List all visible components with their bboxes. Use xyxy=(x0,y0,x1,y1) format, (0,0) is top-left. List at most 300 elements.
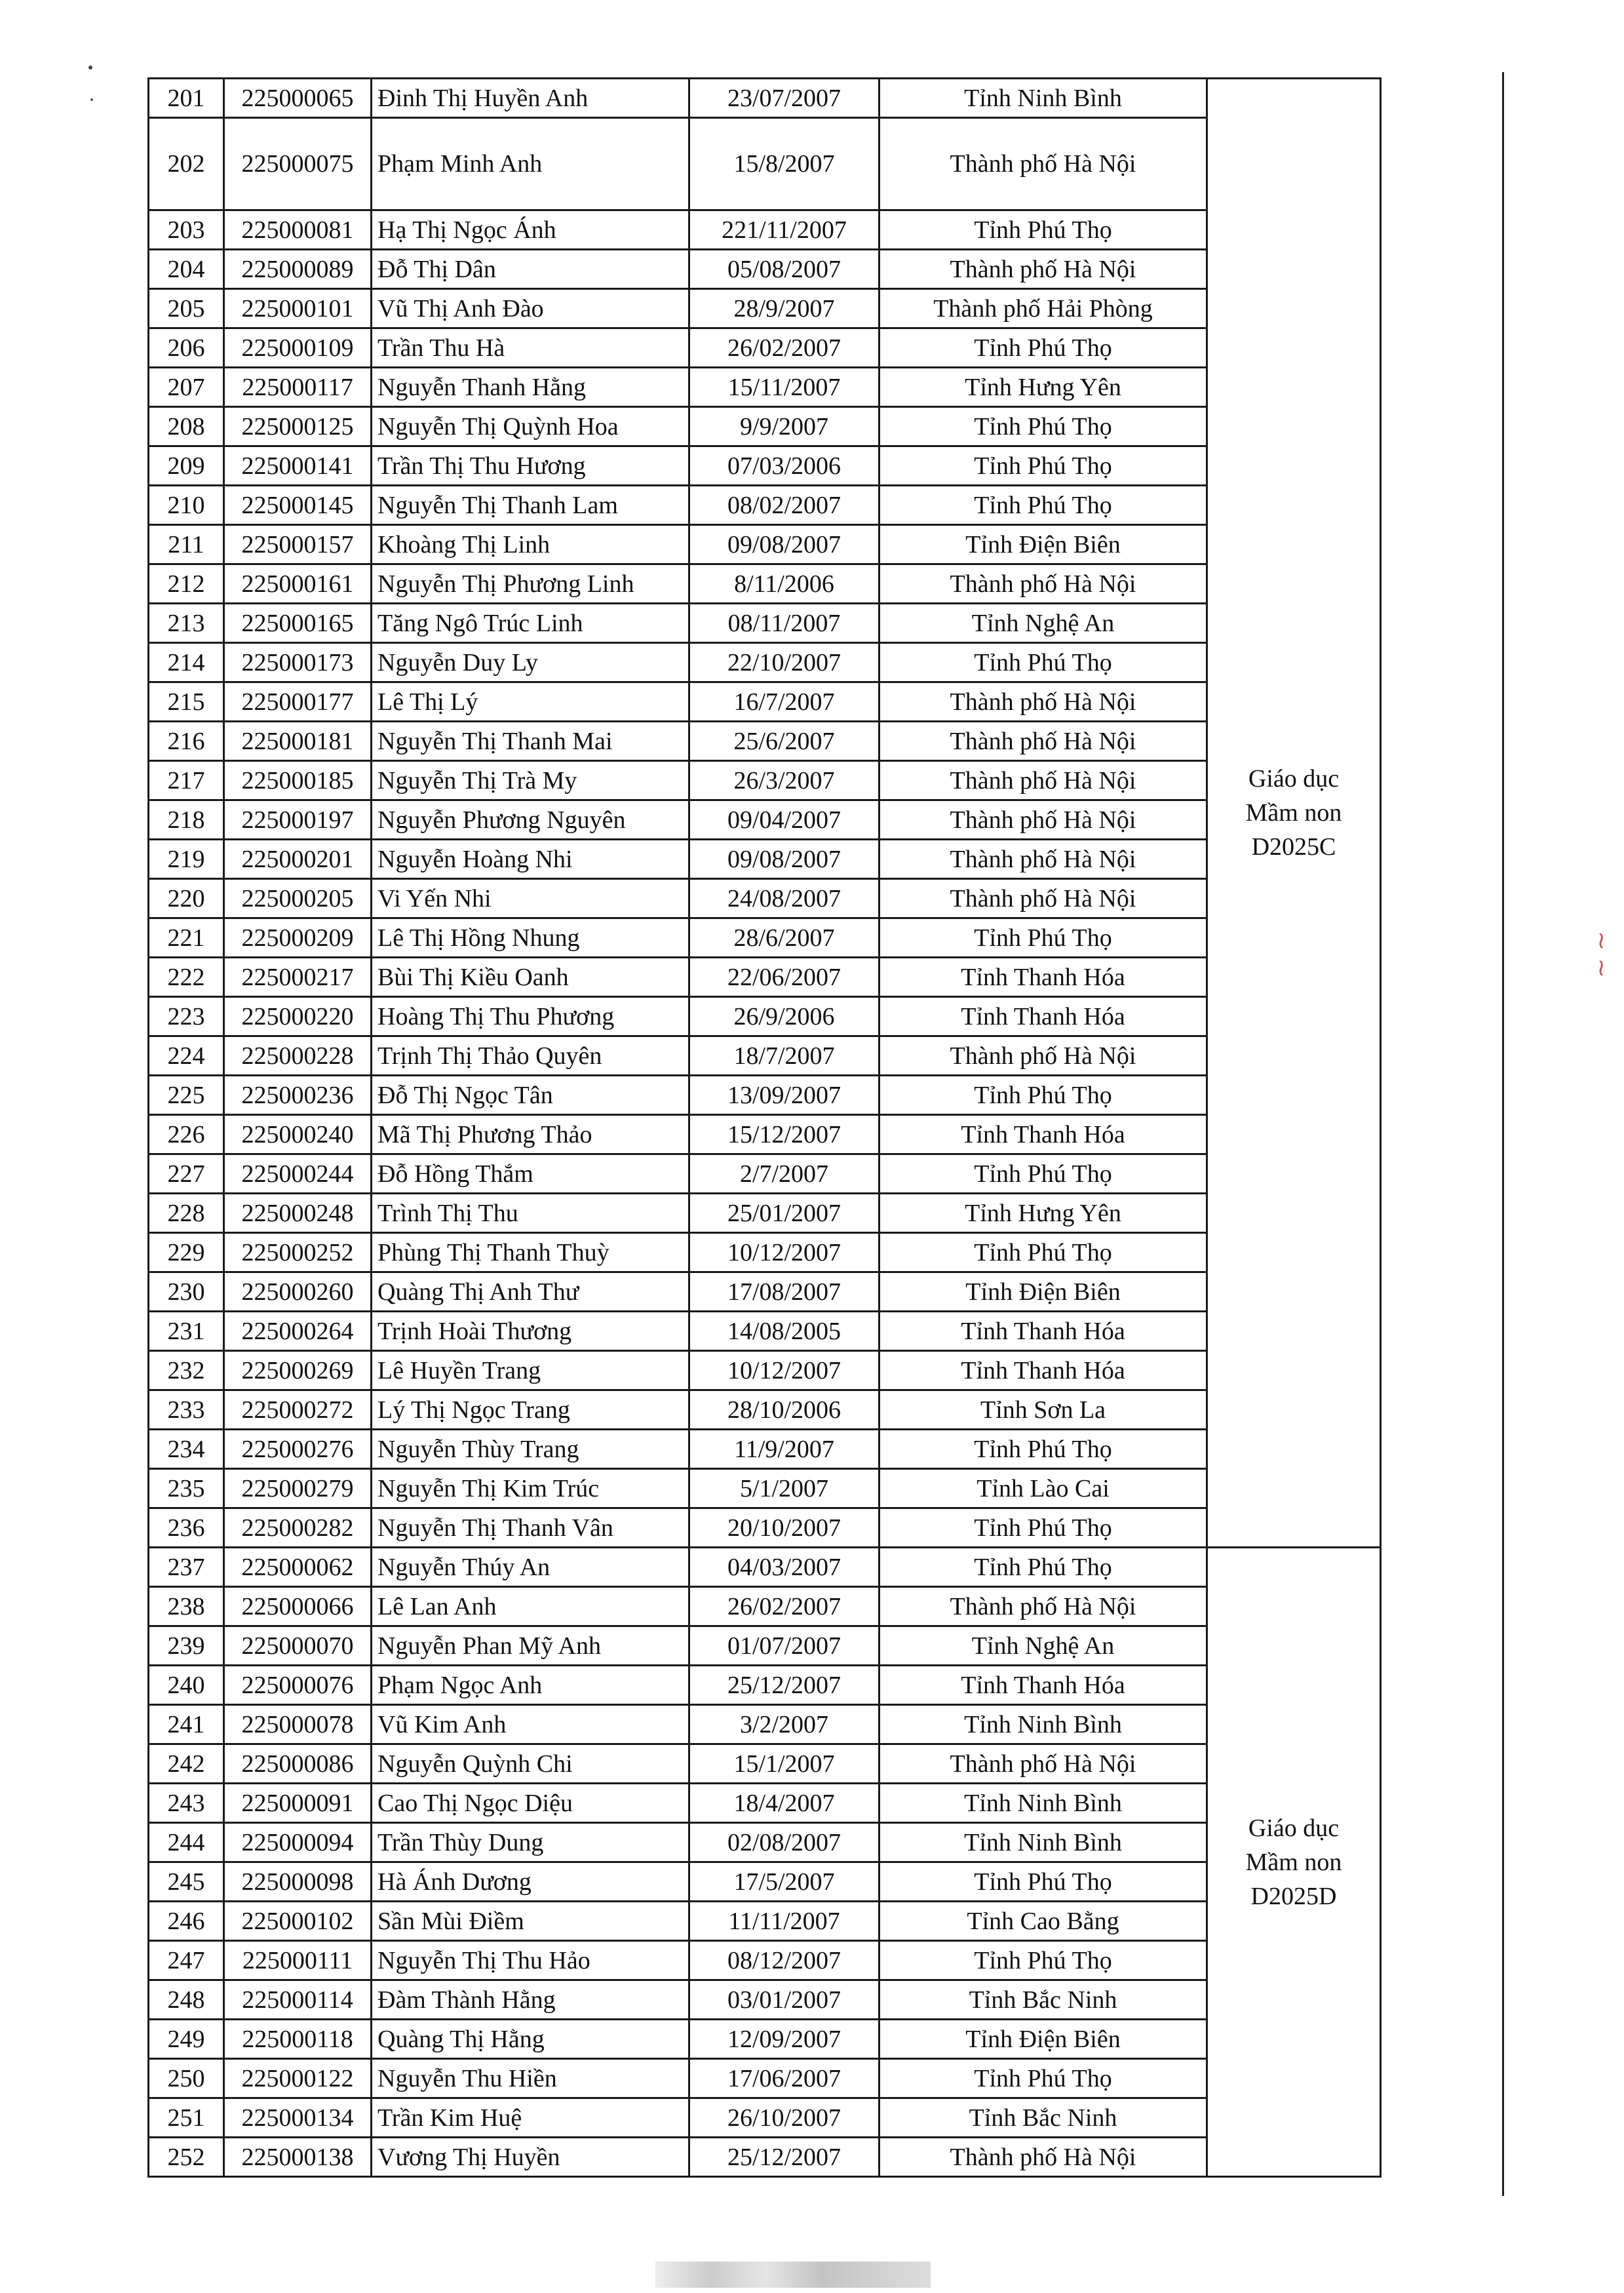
row-number: 223 xyxy=(149,997,224,1036)
birthplace: Tỉnh Phú Thọ xyxy=(880,643,1207,682)
table-row xyxy=(149,118,1381,210)
row-number: 210 xyxy=(149,486,224,525)
birthplace: Tỉnh Thanh Hóa xyxy=(880,1312,1207,1351)
birthplace: Thành phố Hà Nội xyxy=(880,564,1207,604)
student-name: Nguyễn Thị Thanh Lam xyxy=(372,486,689,525)
candidate-id: 225000066 xyxy=(224,1587,372,1626)
table-row xyxy=(149,2059,1381,2098)
class-group-label xyxy=(1207,79,1381,1548)
date-of-birth: 3/2/2007 xyxy=(689,1705,880,1744)
student-name: Trần Kim Huệ xyxy=(372,2098,689,2138)
date-of-birth: 28/6/2007 xyxy=(689,918,880,958)
table-row xyxy=(149,997,1381,1036)
birthplace: Thành phố Hà Nội xyxy=(880,1744,1207,1784)
date-of-birth: 10/12/2007 xyxy=(689,1233,880,1272)
date-of-birth: 15/8/2007 xyxy=(689,118,880,210)
table-row xyxy=(149,2020,1381,2059)
candidate-id: 225000272 xyxy=(224,1390,372,1430)
row-number: 225 xyxy=(149,1076,224,1115)
class-group-label-line: Giáo dục xyxy=(1248,1814,1340,1842)
birthplace: Tỉnh Sơn La xyxy=(880,1390,1207,1430)
table-row xyxy=(149,1430,1381,1469)
date-of-birth: 03/01/2007 xyxy=(689,1980,880,2020)
table-row xyxy=(149,564,1381,604)
candidate-id: 225000081 xyxy=(224,210,372,250)
birthplace: Thành phố Hải Phòng xyxy=(880,289,1207,328)
birthplace: Thành phố Hà Nội xyxy=(880,879,1207,918)
candidate-id: 225000062 xyxy=(224,1548,372,1587)
date-of-birth: 28/10/2006 xyxy=(689,1390,880,1430)
birthplace: Thành phố Hà Nội xyxy=(880,682,1207,722)
student-name: Trần Thu Hà xyxy=(372,328,689,368)
table-row xyxy=(149,1980,1381,2020)
table-row xyxy=(149,1469,1381,1508)
date-of-birth: 11/11/2007 xyxy=(689,1902,880,1941)
row-number: 208 xyxy=(149,407,224,446)
candidate-id: 225000201 xyxy=(224,840,372,879)
row-number: 228 xyxy=(149,1194,224,1233)
date-of-birth: 08/12/2007 xyxy=(689,1941,880,1980)
birthplace: Tỉnh Phú Thọ xyxy=(880,1076,1207,1115)
candidate-id: 225000264 xyxy=(224,1312,372,1351)
table-row xyxy=(149,2138,1381,2177)
row-number: 235 xyxy=(149,1469,224,1508)
table-row xyxy=(149,1233,1381,1272)
birthplace: Tỉnh Phú Thọ xyxy=(880,1862,1207,1902)
date-of-birth: 221/11/2007 xyxy=(689,210,880,250)
student-name: Nguyễn Thị Trà My xyxy=(372,761,689,800)
row-number: 213 xyxy=(149,604,224,643)
candidate-id: 225000145 xyxy=(224,486,372,525)
row-number: 246 xyxy=(149,1902,224,1941)
candidate-id: 225000236 xyxy=(224,1076,372,1115)
student-name: Sần Mùi Điềm xyxy=(372,1902,689,1941)
birthplace: Tỉnh Phú Thọ xyxy=(880,407,1207,446)
birthplace: Tỉnh Hưng Yên xyxy=(880,368,1207,407)
row-number: 211 xyxy=(149,525,224,564)
student-name: Nguyễn Thị Thanh Mai xyxy=(372,722,689,761)
student-name: Nguyễn Thị Quỳnh Hoa xyxy=(372,407,689,446)
row-number: 215 xyxy=(149,682,224,722)
row-number: 245 xyxy=(149,1862,224,1902)
candidate-id: 225000269 xyxy=(224,1351,372,1390)
student-name: Nguyễn Thùy Trang xyxy=(372,1430,689,1469)
row-number: 201 xyxy=(149,79,224,118)
row-number: 216 xyxy=(149,722,224,761)
birthplace: Thành phố Hà Nội xyxy=(880,2138,1207,2177)
date-of-birth: 2/7/2007 xyxy=(689,1154,880,1194)
table-row xyxy=(149,1744,1381,1784)
date-of-birth: 26/3/2007 xyxy=(689,761,880,800)
birthplace: Tỉnh Phú Thọ xyxy=(880,1548,1207,1587)
student-name: Trần Thị Thu Hương xyxy=(372,446,689,486)
date-of-birth: 08/11/2007 xyxy=(689,604,880,643)
row-number: 227 xyxy=(149,1154,224,1194)
row-number: 232 xyxy=(149,1351,224,1390)
candidate-id: 225000185 xyxy=(224,761,372,800)
row-number: 205 xyxy=(149,289,224,328)
birthplace: Tỉnh Thanh Hóa xyxy=(880,997,1207,1036)
student-name: Vũ Thị Anh Đào xyxy=(372,289,689,328)
date-of-birth: 25/6/2007 xyxy=(689,722,880,761)
birthplace: Thành phố Hà Nội xyxy=(880,722,1207,761)
table-row xyxy=(149,1823,1381,1862)
date-of-birth: 26/02/2007 xyxy=(689,328,880,368)
row-number: 241 xyxy=(149,1705,224,1744)
candidate-id: 225000240 xyxy=(224,1115,372,1154)
row-number: 204 xyxy=(149,250,224,289)
student-name: Lê Huyền Trang xyxy=(372,1351,689,1390)
birthplace: Tỉnh Phú Thọ xyxy=(880,918,1207,958)
table-row xyxy=(149,407,1381,446)
candidate-id: 225000125 xyxy=(224,407,372,446)
student-name: Tăng Ngô Trúc Linh xyxy=(372,604,689,643)
table-row xyxy=(149,1508,1381,1548)
row-number: 218 xyxy=(149,800,224,840)
student-name: Cao Thị Ngọc Diệu xyxy=(372,1784,689,1823)
student-name: Nguyễn Thị Thu Hảo xyxy=(372,1941,689,1980)
candidate-id: 225000157 xyxy=(224,525,372,564)
student-name: Nguyễn Quỳnh Chi xyxy=(372,1744,689,1784)
candidate-id: 225000078 xyxy=(224,1705,372,1744)
candidate-id: 225000282 xyxy=(224,1508,372,1548)
student-name: Nguyễn Duy Ly xyxy=(372,643,689,682)
student-name: Nguyễn Phan Mỹ Anh xyxy=(372,1626,689,1666)
row-number: 203 xyxy=(149,210,224,250)
student-name: Nguyễn Thị Kim Trúc xyxy=(372,1469,689,1508)
table-row xyxy=(149,682,1381,722)
date-of-birth: 17/5/2007 xyxy=(689,1862,880,1902)
birthplace: Thành phố Hà Nội xyxy=(880,1587,1207,1626)
birthplace: Tỉnh Thanh Hóa xyxy=(880,1115,1207,1154)
date-of-birth: 09/08/2007 xyxy=(689,840,880,879)
birthplace: Tỉnh Nghệ An xyxy=(880,1626,1207,1666)
date-of-birth: 25/12/2007 xyxy=(689,2138,880,2177)
date-of-birth: 25/01/2007 xyxy=(689,1194,880,1233)
date-of-birth: 01/07/2007 xyxy=(689,1626,880,1666)
date-of-birth: 28/9/2007 xyxy=(689,289,880,328)
row-number: 220 xyxy=(149,879,224,918)
birthplace: Tỉnh Ninh Bình xyxy=(880,79,1207,118)
candidate-id: 225000122 xyxy=(224,2059,372,2098)
candidate-id: 225000070 xyxy=(224,1626,372,1666)
table-row xyxy=(149,604,1381,643)
date-of-birth: 04/03/2007 xyxy=(689,1548,880,1587)
page-margin-line xyxy=(1502,72,1504,2196)
table-row xyxy=(149,840,1381,879)
table-row xyxy=(149,1076,1381,1115)
row-number: 248 xyxy=(149,1980,224,2020)
date-of-birth: 12/09/2007 xyxy=(689,2020,880,2059)
date-of-birth: 02/08/2007 xyxy=(689,1823,880,1862)
student-name: Hà Ánh Dương xyxy=(372,1862,689,1902)
table-row xyxy=(149,446,1381,486)
row-number: 219 xyxy=(149,840,224,879)
date-of-birth: 26/10/2007 xyxy=(689,2098,880,2138)
birthplace: Tỉnh Thanh Hóa xyxy=(880,1351,1207,1390)
table-row xyxy=(149,1902,1381,1941)
table-row xyxy=(149,1548,1381,1587)
date-of-birth: 26/02/2007 xyxy=(689,1587,880,1626)
row-number: 238 xyxy=(149,1587,224,1626)
student-name: Vương Thị Huyền xyxy=(372,2138,689,2177)
date-of-birth: 05/08/2007 xyxy=(689,250,880,289)
table-row xyxy=(149,1587,1381,1626)
date-of-birth: 22/06/2007 xyxy=(689,958,880,997)
table-row xyxy=(149,250,1381,289)
class-group-label xyxy=(1207,1548,1381,2177)
student-name: Khoàng Thị Linh xyxy=(372,525,689,564)
candidate-id: 225000118 xyxy=(224,2020,372,2059)
row-number: 234 xyxy=(149,1430,224,1469)
candidate-id: 225000205 xyxy=(224,879,372,918)
date-of-birth: 20/10/2007 xyxy=(689,1508,880,1548)
table-row xyxy=(149,879,1381,918)
row-number: 226 xyxy=(149,1115,224,1154)
candidate-id: 225000252 xyxy=(224,1233,372,1272)
candidate-id: 225000279 xyxy=(224,1469,372,1508)
candidate-id: 225000244 xyxy=(224,1154,372,1194)
birthplace: Tỉnh Thanh Hóa xyxy=(880,958,1207,997)
scan-mark xyxy=(88,66,92,69)
row-number: 251 xyxy=(149,2098,224,2138)
student-name: Phạm Minh Anh xyxy=(372,118,689,210)
table-row xyxy=(149,643,1381,682)
birthplace: Tỉnh Phú Thọ xyxy=(880,446,1207,486)
candidate-id: 225000094 xyxy=(224,1823,372,1862)
date-of-birth: 9/9/2007 xyxy=(689,407,880,446)
candidate-id: 225000260 xyxy=(224,1272,372,1312)
roster-body xyxy=(149,79,1381,2177)
scan-mark xyxy=(90,98,93,101)
candidate-id: 225000217 xyxy=(224,958,372,997)
student-name: Nguyễn Thu Hiền xyxy=(372,2059,689,2098)
red-handwritten-mark: ~ ~ xyxy=(1588,931,1615,978)
table-row xyxy=(149,1115,1381,1154)
student-name: Hoàng Thị Thu Phương xyxy=(372,997,689,1036)
table-row xyxy=(149,79,1381,118)
student-name: Phạm Ngọc Anh xyxy=(372,1666,689,1705)
date-of-birth: 17/08/2007 xyxy=(689,1272,880,1312)
candidate-id: 225000098 xyxy=(224,1862,372,1902)
table-row xyxy=(149,1312,1381,1351)
candidate-id: 225000109 xyxy=(224,328,372,368)
row-number: 224 xyxy=(149,1036,224,1076)
student-name: Lê Thị Hồng Nhung xyxy=(372,918,689,958)
birthplace: Tỉnh Bắc Ninh xyxy=(880,1980,1207,2020)
table-row xyxy=(149,918,1381,958)
candidate-id: 225000076 xyxy=(224,1666,372,1705)
birthplace: Tỉnh Ninh Bình xyxy=(880,1705,1207,1744)
student-name: Trình Thị Thu xyxy=(372,1194,689,1233)
class-group-label-line: Giáo dục xyxy=(1248,765,1340,793)
row-number: 242 xyxy=(149,1744,224,1784)
date-of-birth: 8/11/2006 xyxy=(689,564,880,604)
candidate-id: 225000161 xyxy=(224,564,372,604)
candidate-id: 225000102 xyxy=(224,1902,372,1941)
row-number: 209 xyxy=(149,446,224,486)
student-name: Nguyễn Phương Nguyên xyxy=(372,800,689,840)
birthplace: Tỉnh Nghệ An xyxy=(880,604,1207,643)
table-row xyxy=(149,1626,1381,1666)
row-number: 236 xyxy=(149,1508,224,1548)
birthplace: Tỉnh Điện Biên xyxy=(880,2020,1207,2059)
date-of-birth: 08/02/2007 xyxy=(689,486,880,525)
candidate-id: 225000111 xyxy=(224,1941,372,1980)
row-number: 212 xyxy=(149,564,224,604)
bottom-scan-smudge xyxy=(655,2262,931,2288)
student-name: Quàng Thị Hằng xyxy=(372,2020,689,2059)
date-of-birth: 18/4/2007 xyxy=(689,1784,880,1823)
date-of-birth: 07/03/2006 xyxy=(689,446,880,486)
date-of-birth: 15/1/2007 xyxy=(689,1744,880,1784)
table-row xyxy=(149,368,1381,407)
birthplace: Tỉnh Phú Thọ xyxy=(880,1941,1207,1980)
student-name: Lê Lan Anh xyxy=(372,1587,689,1626)
student-name: Nguyễn Thúy An xyxy=(372,1548,689,1587)
birthplace: Tỉnh Phú Thọ xyxy=(880,1154,1207,1194)
class-group-label-line: D2025D xyxy=(1250,1882,1337,1910)
row-number: 217 xyxy=(149,761,224,800)
row-number: 206 xyxy=(149,328,224,368)
birthplace: Tỉnh Điện Biên xyxy=(880,525,1207,564)
date-of-birth: 11/9/2007 xyxy=(689,1430,880,1469)
table-row xyxy=(149,761,1381,800)
birthplace: Thành phố Hà Nội xyxy=(880,800,1207,840)
date-of-birth: 17/06/2007 xyxy=(689,2059,880,2098)
date-of-birth: 24/08/2007 xyxy=(689,879,880,918)
date-of-birth: 25/12/2007 xyxy=(689,1666,880,1705)
birthplace: Thành phố Hà Nội xyxy=(880,1036,1207,1076)
student-name: Nguyễn Thị Phương Linh xyxy=(372,564,689,604)
row-number: 240 xyxy=(149,1666,224,1705)
table-row xyxy=(149,1272,1381,1312)
student-name: Lê Thị Lý xyxy=(372,682,689,722)
table-row xyxy=(149,1705,1381,1744)
candidate-id: 225000248 xyxy=(224,1194,372,1233)
candidate-id: 225000091 xyxy=(224,1784,372,1823)
date-of-birth: 13/09/2007 xyxy=(689,1076,880,1115)
row-number: 244 xyxy=(149,1823,224,1862)
class-group-label-line: Mầm non xyxy=(1245,1848,1342,1876)
row-number: 221 xyxy=(149,918,224,958)
row-number: 233 xyxy=(149,1390,224,1430)
student-name: Đỗ Thị Dân xyxy=(372,250,689,289)
birthplace: Tỉnh Ninh Bình xyxy=(880,1784,1207,1823)
table-row xyxy=(149,2098,1381,2138)
row-number: 239 xyxy=(149,1626,224,1666)
date-of-birth: 14/08/2005 xyxy=(689,1312,880,1351)
student-name: Phùng Thị Thanh Thuỳ xyxy=(372,1233,689,1272)
candidate-id: 225000220 xyxy=(224,997,372,1036)
date-of-birth: 22/10/2007 xyxy=(689,643,880,682)
candidate-id: 225000075 xyxy=(224,118,372,210)
row-number: 229 xyxy=(149,1233,224,1272)
table-row xyxy=(149,1154,1381,1194)
student-name: Vũ Kim Anh xyxy=(372,1705,689,1744)
class-group-label-line: Mầm non xyxy=(1245,799,1342,827)
student-name: Nguyễn Thanh Hằng xyxy=(372,368,689,407)
student-name: Đàm Thành Hằng xyxy=(372,1980,689,2020)
table-row xyxy=(149,486,1381,525)
birthplace: Tỉnh Điện Biên xyxy=(880,1272,1207,1312)
row-number: 207 xyxy=(149,368,224,407)
birthplace: Tỉnh Phú Thọ xyxy=(880,486,1207,525)
row-number: 202 xyxy=(149,118,224,210)
table-row xyxy=(149,289,1381,328)
birthplace: Thành phố Hà Nội xyxy=(880,840,1207,879)
candidate-id: 225000117 xyxy=(224,368,372,407)
student-name: Lý Thị Ngọc Trang xyxy=(372,1390,689,1430)
candidate-id: 225000177 xyxy=(224,682,372,722)
birthplace: Thành phố Hà Nội xyxy=(880,761,1207,800)
candidate-id: 225000209 xyxy=(224,918,372,958)
table-row xyxy=(149,1390,1381,1430)
birthplace: Thành phố Hà Nội xyxy=(880,118,1207,210)
row-number: 237 xyxy=(149,1548,224,1587)
student-name: Trịnh Hoài Thương xyxy=(372,1312,689,1351)
birthplace: Tỉnh Hưng Yên xyxy=(880,1194,1207,1233)
birthplace: Tỉnh Phú Thọ xyxy=(880,1508,1207,1548)
row-number: 222 xyxy=(149,958,224,997)
class-group-label-line: D2025C xyxy=(1251,833,1336,861)
table-row xyxy=(149,1941,1381,1980)
student-name: Nguyễn Thị Thanh Vân xyxy=(372,1508,689,1548)
date-of-birth: 15/12/2007 xyxy=(689,1115,880,1154)
table-row xyxy=(149,210,1381,250)
date-of-birth: 18/7/2007 xyxy=(689,1036,880,1076)
student-name: Bùi Thị Kiều Oanh xyxy=(372,958,689,997)
birthplace: Tỉnh Ninh Bình xyxy=(880,1823,1207,1862)
row-number: 230 xyxy=(149,1272,224,1312)
candidate-id: 225000138 xyxy=(224,2138,372,2177)
table-row xyxy=(149,800,1381,840)
student-name: Vi Yến Nhi xyxy=(372,879,689,918)
candidate-id: 225000065 xyxy=(224,79,372,118)
student-name: Quàng Thị Anh Thư xyxy=(372,1272,689,1312)
birthplace: Tỉnh Phú Thọ xyxy=(880,328,1207,368)
row-number: 252 xyxy=(149,2138,224,2177)
birthplace: Tỉnh Phú Thọ xyxy=(880,210,1207,250)
table-row xyxy=(149,328,1381,368)
student-name: Nguyễn Hoàng Nhi xyxy=(372,840,689,879)
date-of-birth: 26/9/2006 xyxy=(689,997,880,1036)
student-name: Mã Thị Phương Thảo xyxy=(372,1115,689,1154)
student-name: Trịnh Thị Thảo Quyên xyxy=(372,1036,689,1076)
row-number: 231 xyxy=(149,1312,224,1351)
student-name: Đỗ Thị Ngọc Tân xyxy=(372,1076,689,1115)
candidate-id: 225000101 xyxy=(224,289,372,328)
table-row xyxy=(149,1784,1381,1823)
row-number: 249 xyxy=(149,2020,224,2059)
date-of-birth: 5/1/2007 xyxy=(689,1469,880,1508)
candidate-id: 225000181 xyxy=(224,722,372,761)
candidate-id: 225000141 xyxy=(224,446,372,486)
candidate-id: 225000086 xyxy=(224,1744,372,1784)
table-row xyxy=(149,525,1381,564)
student-name: Trần Thùy Dung xyxy=(372,1823,689,1862)
table-row xyxy=(149,1036,1381,1076)
candidate-id: 225000197 xyxy=(224,800,372,840)
table-row xyxy=(149,1862,1381,1902)
table-row xyxy=(149,1194,1381,1233)
date-of-birth: 16/7/2007 xyxy=(689,682,880,722)
candidate-id: 225000173 xyxy=(224,643,372,682)
birthplace: Tỉnh Cao Bằng xyxy=(880,1902,1207,1941)
birthplace: Tỉnh Phú Thọ xyxy=(880,2059,1207,2098)
candidate-id: 225000114 xyxy=(224,1980,372,2020)
birthplace: Tỉnh Phú Thọ xyxy=(880,1233,1207,1272)
